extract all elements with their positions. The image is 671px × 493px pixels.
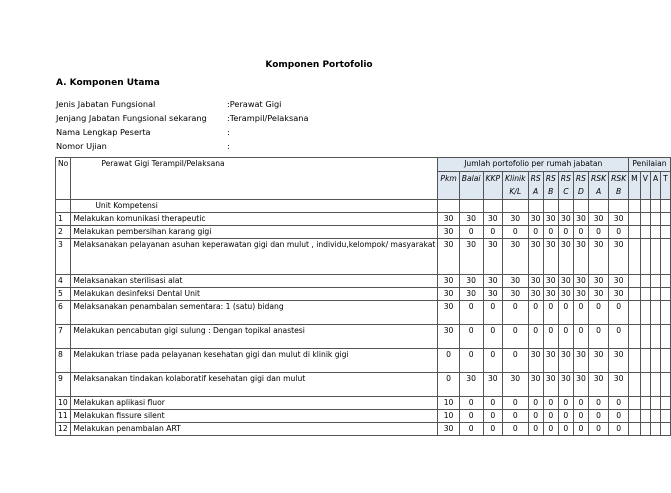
row-penilaian-v [640,213,650,226]
table-row [56,213,671,226]
row-value-2: 0 [459,397,483,410]
row-value-9: 0 [589,325,609,349]
header-unit: Perawat Gigi Terampil/Pelaksana [71,158,438,200]
table-row [56,325,671,349]
field-value-jenjang: :Terampil/Pelaksana [227,113,309,123]
row-value-6: 0 [543,423,558,436]
row-unit-kompetensi: Melakukan pencabutan gigi sulung : Dengan topikal anastesi [71,325,438,349]
row-value-10: 0 [609,397,629,410]
table-row [56,239,671,275]
row-value-4: 30 [503,213,529,226]
row-value-1: 30 [438,213,459,226]
row-value-10: 30 [609,239,629,275]
row-value-3: 30 [483,213,503,226]
row-value-3: 0 [483,349,503,373]
row-value-5: 30 [528,373,543,397]
row-value-9: 30 [589,239,609,275]
row-unit-kompetensi: Melakukan penambalan ART [71,423,438,436]
row-unit-kompetensi: Melakukan triase pada pelayanan kesehatan gigi dan mulut di klinik gigi [71,349,438,373]
row-value-10: 0 [609,226,629,239]
row-value-9: 30 [589,288,609,301]
row-value-2: 0 [459,301,483,325]
row-penilaian-a [650,373,660,397]
row-value-3: 0 [483,397,503,410]
subheader-4: Klinik K/L [503,172,529,200]
row-penilaian-t [661,226,671,239]
field-label-nama: Nama Lengkap Peserta [56,127,151,137]
row-value-10: 30 [609,288,629,301]
row-value-1: 10 [438,410,459,423]
row-value-8: 0 [573,325,588,349]
subheader-3: KKP [483,172,503,200]
row-penilaian-v [640,239,650,275]
subheader-7: RS C [558,172,573,200]
row-value-9: 0 [589,423,609,436]
header-no: No [56,158,71,200]
row-penilaian-t [661,325,671,349]
table-row [56,288,671,301]
row-penilaian-t [661,349,671,373]
row-penilaian-m [629,397,641,410]
row-value-3: 0 [483,301,503,325]
row-value-10: 30 [609,275,629,288]
row-value-5: 30 [528,288,543,301]
row-value-3: 0 [483,325,503,349]
row-penilaian-v [640,325,650,349]
row-value-4: 30 [503,288,529,301]
row-value-4: 0 [503,301,529,325]
row-value-6: 0 [543,410,558,423]
row-value-6: 0 [543,397,558,410]
row-value-10: 0 [609,423,629,436]
row-penilaian-a [650,397,660,410]
row-value-4: 30 [503,275,529,288]
row-penilaian-m [629,226,641,239]
row-unit-kompetensi: Melaksanakan penambalan sementara: 1 (satu) bidang [71,301,438,325]
row-value-8: 0 [573,410,588,423]
table-header-row [56,158,671,172]
row-value-3: 0 [483,423,503,436]
row-value-5: 30 [528,275,543,288]
row-value-7: 0 [558,301,573,325]
subheader-2: Balai [459,172,483,200]
row-penilaian-a [650,325,660,349]
row-number: 6 [56,301,71,325]
row-value-7: 30 [558,349,573,373]
field-value-nomor: : [227,141,230,151]
row-unit-kompetensi: Melakukan komunikasi therapeutic [71,213,438,226]
row-value-1: 30 [438,239,459,275]
row-unit-kompetensi: Melakukan fissure silent [71,410,438,423]
row-number: 4 [56,275,71,288]
row-value-5: 0 [528,301,543,325]
row-value-10: 30 [609,213,629,226]
row-value-1: 30 [438,301,459,325]
row-penilaian-m [629,373,641,397]
row-value-5: 0 [528,410,543,423]
row-penilaian-t [661,410,671,423]
row-penilaian-m [629,288,641,301]
row-value-1: 0 [438,349,459,373]
row-value-5: 30 [528,349,543,373]
row-penilaian-m [629,213,641,226]
row-penilaian-a [650,275,660,288]
row-value-1: 30 [438,226,459,239]
field-label-jenjang: Jenjang Jabatan Fungsional sekarang [56,113,207,123]
row-value-3: 30 [483,275,503,288]
row-value-6: 30 [543,239,558,275]
document-title: Komponen Portofolio [265,60,373,70]
row-value-5: 0 [528,397,543,410]
row-unit-kompetensi: Melakukan pembersihan karang gigi [71,226,438,239]
row-penilaian-a [650,301,660,325]
subheader-10: RSK B [609,172,629,200]
subheader-1: Pkm [438,172,459,200]
row-penilaian-m [629,275,641,288]
row-value-4: 0 [503,325,529,349]
row-value-6: 0 [543,301,558,325]
header-jumlah: Jumlah portofolio per rumah jabatan [438,158,629,172]
row-penilaian-v [640,423,650,436]
row-value-9: 30 [589,349,609,373]
unit-kompetensi-no [56,200,71,213]
row-value-6: 30 [543,213,558,226]
row-value-8: 30 [573,239,588,275]
row-penilaian-t [661,373,671,397]
row-value-4: 0 [503,349,529,373]
row-value-4: 0 [503,410,529,423]
row-value-8: 0 [573,301,588,325]
row-value-5: 30 [528,213,543,226]
row-value-7: 0 [558,397,573,410]
row-value-2: 30 [459,239,483,275]
row-value-4: 0 [503,397,529,410]
row-number: 5 [56,288,71,301]
row-value-10: 30 [609,349,629,373]
row-value-10: 30 [609,373,629,397]
row-value-2: 30 [459,373,483,397]
row-number: 11 [56,410,71,423]
row-value-8: 30 [573,275,588,288]
table-row [56,373,671,397]
row-value-6: 30 [543,349,558,373]
row-number: 10 [56,397,71,410]
row-value-7: 30 [558,373,573,397]
portfolio-table [55,157,671,436]
row-penilaian-v [640,410,650,423]
row-penilaian-t [661,213,671,226]
row-value-9: 0 [589,301,609,325]
row-value-6: 30 [543,275,558,288]
row-penilaian-v [640,349,650,373]
row-penilaian-m [629,239,641,275]
row-value-10: 0 [609,301,629,325]
row-unit-kompetensi: Melakukan aplikasi fluor [71,397,438,410]
row-penilaian-a [650,423,660,436]
row-value-7: 0 [558,423,573,436]
row-value-6: 0 [543,226,558,239]
row-value-2: 0 [459,226,483,239]
row-value-6: 30 [543,288,558,301]
row-unit-kompetensi: Melakukan desinfeksi Dental Unit [71,288,438,301]
unit-kompetensi-label: Unit Kompetensi [71,200,438,213]
row-value-9: 0 [589,410,609,423]
row-penilaian-m [629,325,641,349]
table-row [56,423,671,436]
row-penilaian-m [629,349,641,373]
row-value-4: 0 [503,226,529,239]
row-value-2: 30 [459,275,483,288]
row-penilaian-v [640,301,650,325]
subheader-5: RS A [528,172,543,200]
field-label-nomor: Nomor Ujian [56,141,107,151]
row-value-2: 30 [459,288,483,301]
row-penilaian-t [661,397,671,410]
subheader-9: RSK A [589,172,609,200]
row-penilaian-m [629,410,641,423]
row-value-4: 30 [503,239,529,275]
row-value-1: 30 [438,423,459,436]
row-value-8: 30 [573,349,588,373]
header-penilaian: Penilaian [629,158,671,172]
row-penilaian-t [661,239,671,275]
row-unit-kompetensi: Melaksanakan sterilisasi alat [71,275,438,288]
table-row [56,410,671,423]
row-value-7: 0 [558,410,573,423]
row-number: 9 [56,373,71,397]
row-value-10: 0 [609,325,629,349]
row-value-5: 30 [528,239,543,275]
row-unit-kompetensi: Melaksanakan tindakan kolaboratif kesehatan gigi dan mulut [71,373,438,397]
row-value-7: 30 [558,213,573,226]
row-penilaian-a [650,239,660,275]
row-value-7: 0 [558,226,573,239]
row-penilaian-t [661,275,671,288]
row-value-8: 30 [573,373,588,397]
row-value-4: 30 [503,373,529,397]
row-value-2: 0 [459,325,483,349]
penilaian-col-m: M [629,172,641,200]
row-penilaian-v [640,373,650,397]
row-value-4: 0 [503,423,529,436]
row-value-8: 30 [573,213,588,226]
row-value-7: 0 [558,325,573,349]
row-penilaian-a [650,349,660,373]
row-value-5: 0 [528,226,543,239]
row-number: 3 [56,239,71,275]
row-penilaian-v [640,288,650,301]
row-value-3: 0 [483,410,503,423]
row-number: 8 [56,349,71,373]
row-value-2: 0 [459,423,483,436]
row-value-1: 30 [438,288,459,301]
row-penilaian-v [640,275,650,288]
unit-kompetensi-row [56,200,671,213]
row-penilaian-t [661,423,671,436]
row-penilaian-m [629,301,641,325]
row-value-8: 0 [573,423,588,436]
row-value-9: 0 [589,397,609,410]
row-value-7: 30 [558,239,573,275]
row-value-1: 0 [438,373,459,397]
row-value-9: 30 [589,373,609,397]
row-value-8: 0 [573,226,588,239]
row-penilaian-v [640,226,650,239]
section-heading: A. Komponen Utama [56,78,160,88]
row-penilaian-a [650,226,660,239]
row-value-2: 0 [459,410,483,423]
field-value-nama: : [227,127,230,137]
row-value-6: 30 [543,373,558,397]
table-row [56,397,671,410]
field-value-jenis: :Perawat Gigi [227,99,282,109]
row-value-1: 30 [438,275,459,288]
row-value-5: 0 [528,325,543,349]
row-value-3: 30 [483,373,503,397]
table-row [56,226,671,239]
penilaian-col-v: V [640,172,650,200]
table-row [56,301,671,325]
row-value-9: 0 [589,226,609,239]
row-penilaian-a [650,213,660,226]
row-penilaian-m [629,423,641,436]
row-value-8: 0 [573,397,588,410]
row-value-2: 0 [459,349,483,373]
row-value-10: 0 [609,410,629,423]
row-value-7: 30 [558,275,573,288]
row-value-3: 0 [483,226,503,239]
row-value-8: 30 [573,288,588,301]
field-label-jenis: Jenis Jabatan Fungsional [56,99,156,109]
row-penilaian-t [661,301,671,325]
row-penilaian-a [650,410,660,423]
row-penilaian-v [640,397,650,410]
row-unit-kompetensi: Melaksanakan pelayanan asuhan keperawatan gigi dan mulut , individu,kelompok/ masyarakat [71,239,438,275]
row-value-1: 30 [438,325,459,349]
row-value-6: 0 [543,325,558,349]
row-value-3: 30 [483,239,503,275]
penilaian-col-t: T [661,172,671,200]
row-value-3: 30 [483,288,503,301]
row-value-2: 30 [459,213,483,226]
row-number: 2 [56,226,71,239]
subheader-6: RS B [543,172,558,200]
row-penilaian-t [661,288,671,301]
row-number: 7 [56,325,71,349]
penilaian-col-a: A [650,172,660,200]
row-number: 1 [56,213,71,226]
row-value-5: 0 [528,423,543,436]
table-row [56,349,671,373]
row-value-7: 30 [558,288,573,301]
row-value-9: 30 [589,275,609,288]
table-row [56,275,671,288]
row-penilaian-a [650,288,660,301]
row-number: 12 [56,423,71,436]
subheader-8: RS D [573,172,588,200]
row-value-9: 30 [589,213,609,226]
row-value-1: 10 [438,397,459,410]
